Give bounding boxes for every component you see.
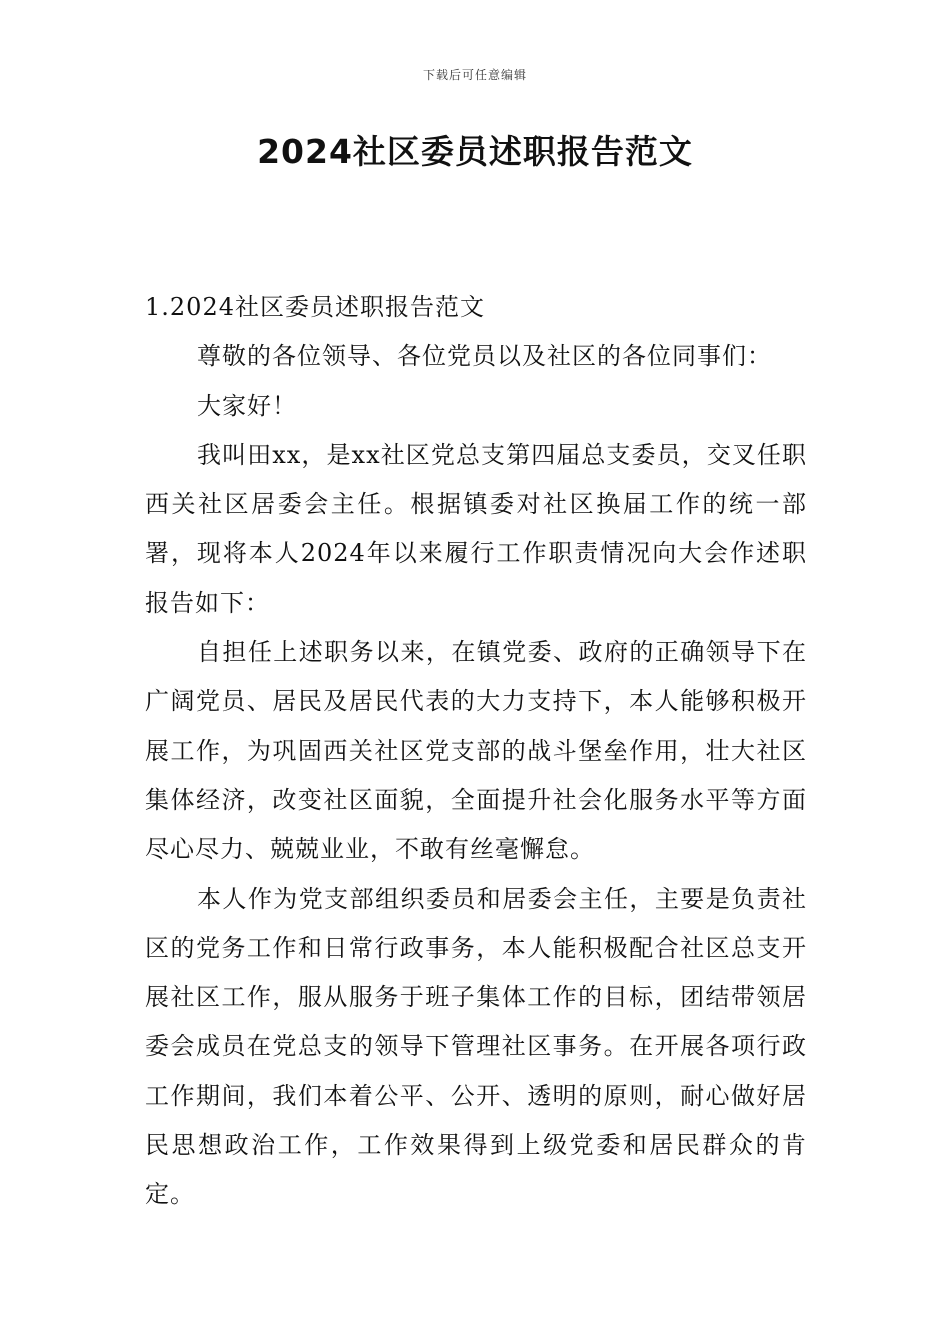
- document-title: 2024社区委员述职报告范文: [257, 132, 693, 171]
- document-body: [145, 283, 807, 1220]
- section-heading: 1.2024社区委员述职报告范文: [145, 293, 485, 321]
- duties-paragraph: 自担任上述职务以来，在镇党委、政府的正确领导下在广阔党员、居民及居民代表的大力支持下，本人能够积极开展工作，为巩固西关社区党支部的战斗堡垒作用，壮大社区集体经济，改变社区面貌，全面提升社会化服务水平等方面尽心尽力、兢兢业业，不敢有丝毫懈怠。: [145, 638, 807, 864]
- responsibilities-paragraph: 本人作为党支部组织委员和居委会主任，主要是负责社区的党务工作和日常行政事务，本人能积极配合社区总支开展社区工作，服从服务于班子集体工作的目标，团结带领居委会成员在党总支的领导下管理社区事务。在开展各项行政工作期间，我们本着公平、公开、透明的原则，耐心做好居民思想政治工作，工作效果得到上级党委和居民群众的肯定。: [145, 884, 807, 1209]
- greeting-paragraph: 大家好！: [197, 391, 297, 420]
- introduction-paragraph: 我叫田xx，是xx社区党总支第四届总支委员，交叉任职西关社区居委会主任。根据镇委对社区换届工作的统一部署，现将本人2024年以来履行工作职责情况向大会作述职报告如下：: [145, 440, 807, 617]
- salutation-paragraph: 尊敬的各位领导、各位党员以及社区的各位同事们：: [197, 342, 772, 371]
- header-note: 下载后可任意编辑: [422, 68, 527, 82]
